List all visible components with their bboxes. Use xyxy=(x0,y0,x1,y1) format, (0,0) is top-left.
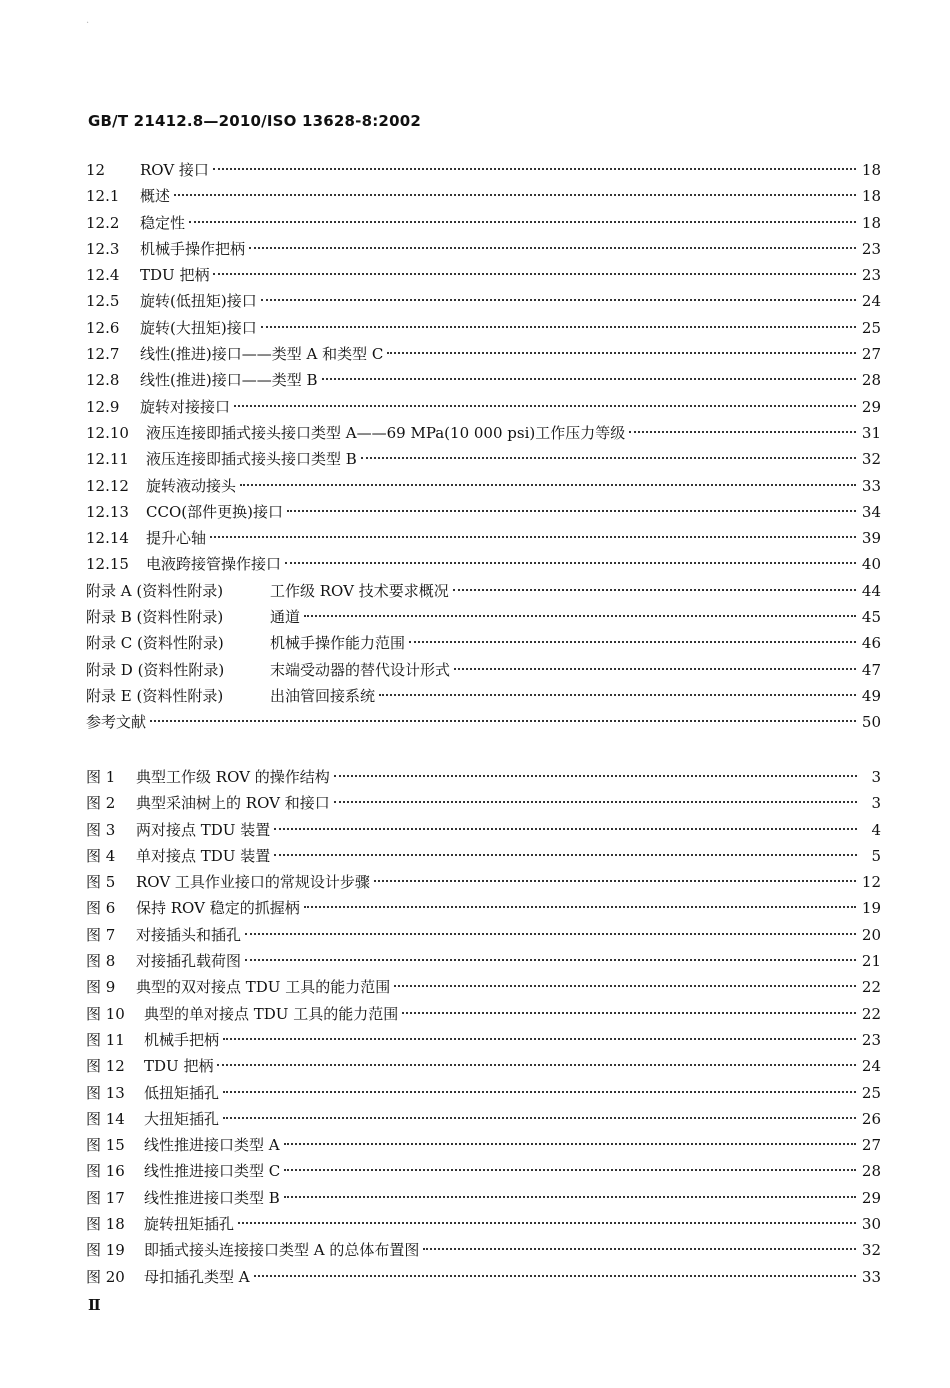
entry-number: 12.5 xyxy=(86,292,120,311)
dot-leader xyxy=(238,1222,856,1224)
entry-title: 两对接点 TDU 装置 xyxy=(136,820,271,839)
entry-page: 32 xyxy=(861,1241,881,1260)
dot-leader xyxy=(210,536,856,538)
figure-entry[interactable] xyxy=(86,974,881,1000)
dot-leader xyxy=(234,405,856,407)
entry-number: 12.12 xyxy=(86,476,129,495)
entry-title: TDU 把柄 xyxy=(140,266,210,285)
entry-title: 旋转液动接头 xyxy=(146,476,237,495)
entry-page: 3 xyxy=(871,794,881,813)
dot-leader xyxy=(261,326,856,328)
entry-number: 图 5 xyxy=(86,873,116,892)
entry-page: 49 xyxy=(861,686,881,705)
figure-entry[interactable] xyxy=(86,1106,881,1132)
entry-title: 概述 xyxy=(140,187,171,206)
dot-leader xyxy=(189,221,856,223)
entry-number: 图 6 xyxy=(86,899,116,918)
figure-entry[interactable] xyxy=(86,1211,881,1237)
entry-number: 附录 C (资料性附录) xyxy=(86,634,224,653)
entry-page: 23 xyxy=(861,1030,881,1049)
toc-entry[interactable] xyxy=(86,657,881,683)
entry-title: 机械手操作能力范围 xyxy=(270,634,406,653)
entry-number: 12.15 xyxy=(86,555,129,574)
page-number: Ⅱ xyxy=(88,1296,101,1314)
toc-entry[interactable] xyxy=(86,578,881,604)
entry-number: 图 3 xyxy=(86,820,116,839)
toc-entry[interactable] xyxy=(86,525,881,551)
entry-page: 23 xyxy=(861,266,881,285)
entry-title: 电液跨接管操作接口 xyxy=(146,555,282,574)
entry-number: 图 14 xyxy=(86,1109,125,1128)
entry-number: 12.3 xyxy=(86,239,120,258)
entry-page: 39 xyxy=(861,529,881,548)
entry-number: 12.4 xyxy=(86,266,120,285)
entry-title: 出油管回接系统 xyxy=(270,686,376,705)
entry-title: 对接插头和插孔 xyxy=(136,925,242,944)
entry-page: 12 xyxy=(861,873,881,892)
dot-leader xyxy=(213,168,856,170)
entry-page: 33 xyxy=(861,1267,881,1286)
entry-page: 31 xyxy=(861,423,881,442)
toc-entry[interactable] xyxy=(86,630,881,656)
dot-leader xyxy=(223,1038,856,1040)
toc-entry[interactable] xyxy=(86,604,881,630)
figure-entry[interactable] xyxy=(86,1132,881,1158)
figure-entry[interactable] xyxy=(86,1185,881,1211)
dot-leader xyxy=(174,194,856,196)
toc-entry[interactable] xyxy=(86,236,881,262)
dot-leader xyxy=(379,694,856,696)
entry-title: CCO(部件更换)接口 xyxy=(146,502,283,521)
dot-leader xyxy=(322,378,856,380)
entry-number: 12.8 xyxy=(86,371,120,390)
figure-entry[interactable] xyxy=(86,1053,881,1079)
dot-leader xyxy=(223,1091,856,1093)
entry-title: 保持 ROV 稳定的抓握柄 xyxy=(136,899,300,918)
dot-leader xyxy=(304,615,856,617)
dot-leader xyxy=(274,828,857,830)
entry-number: 12.14 xyxy=(86,529,129,548)
figure-entry[interactable] xyxy=(86,1237,881,1263)
dot-leader xyxy=(254,1275,856,1277)
entry-title: 提升心轴 xyxy=(146,529,207,548)
toc-entry[interactable] xyxy=(86,473,881,499)
entry-number: 图 12 xyxy=(86,1057,125,1076)
toc-entry[interactable] xyxy=(86,288,881,314)
entry-page: 21 xyxy=(861,952,881,971)
entry-title: 线性(推进)接口——类型 B xyxy=(140,371,318,390)
entry-page: 18 xyxy=(861,187,881,206)
entry-page: 40 xyxy=(861,555,881,574)
entry-title: ROV 工具作业接口的常规设计步骤 xyxy=(136,873,370,892)
entry-title: 即插式接头连接接口类型 A 的总体布置图 xyxy=(144,1241,420,1260)
figure-entry[interactable] xyxy=(86,869,881,895)
entry-title: 典型工作级 ROV 的操作结构 xyxy=(136,768,330,786)
figure-entry[interactable] xyxy=(86,1001,881,1027)
dot-leader xyxy=(261,299,856,301)
dot-leader xyxy=(245,933,856,935)
entry-number: 12.10 xyxy=(86,423,129,442)
entry-title: 单对接点 TDU 装置 xyxy=(136,846,271,865)
dot-leader xyxy=(213,273,855,275)
entry-page: 22 xyxy=(861,1004,881,1023)
entry-page: 44 xyxy=(861,581,881,600)
entry-title: 工作级 ROV 技术要求概况 xyxy=(270,581,449,600)
entry-page: 32 xyxy=(861,450,881,469)
figure-entry[interactable] xyxy=(86,843,881,869)
entry-number: 图 7 xyxy=(86,925,116,944)
entry-number: 12 xyxy=(86,161,106,179)
dot-leader xyxy=(629,431,856,433)
dot-leader xyxy=(394,985,856,987)
dot-leader xyxy=(454,668,856,670)
entry-title: 旋转对接接口 xyxy=(140,397,231,416)
toc-entry[interactable] xyxy=(86,157,881,183)
dot-leader xyxy=(284,1169,856,1171)
dot-leader xyxy=(402,1012,856,1014)
dot-leader xyxy=(249,247,856,249)
toc-entry[interactable] xyxy=(86,420,881,446)
entry-title: 线性推进接口类型 C xyxy=(144,1162,281,1181)
dot-leader xyxy=(285,562,856,564)
dot-leader xyxy=(361,457,856,459)
toc-sections-list xyxy=(86,157,881,736)
entry-title: 旋转(低扭矩)接口 xyxy=(140,292,257,311)
entry-title: 线性推进接口类型 A xyxy=(144,1136,280,1155)
entry-title: 通道 xyxy=(270,608,301,627)
entry-page: 18 xyxy=(861,161,881,179)
dot-leader xyxy=(240,484,856,486)
figure-entry[interactable] xyxy=(86,1027,881,1053)
entry-page: 28 xyxy=(861,1162,881,1181)
entry-page: 25 xyxy=(861,1083,881,1102)
entry-page: 19 xyxy=(861,899,881,918)
entry-page: 18 xyxy=(861,213,881,232)
entry-page: 45 xyxy=(861,608,881,627)
entry-number: 图 1 xyxy=(86,768,116,786)
entry-title: 典型的双对接点 TDU 工具的能力范围 xyxy=(136,978,391,997)
entry-number: 图 17 xyxy=(86,1188,125,1207)
entry-page: 27 xyxy=(861,1136,881,1155)
dot-leader xyxy=(284,1196,856,1198)
entry-page: 20 xyxy=(861,925,881,944)
dot-leader xyxy=(409,641,856,643)
entry-title: 低扭矩插孔 xyxy=(144,1083,220,1102)
standard-header: GB/T 21412.8—2010/ISO 13628-8:2002 xyxy=(88,112,421,130)
entry-number: 图 2 xyxy=(86,794,116,813)
entry-title: 稳定性 xyxy=(140,213,186,232)
entry-number: 12.11 xyxy=(86,450,129,469)
toc-entry[interactable] xyxy=(86,210,881,236)
entry-page: 24 xyxy=(861,292,881,311)
entry-page: 29 xyxy=(861,397,881,416)
entry-page: 33 xyxy=(861,476,881,495)
dot-leader xyxy=(334,775,857,777)
entry-title: 旋转扭矩插孔 xyxy=(144,1215,235,1234)
entry-number: 图 10 xyxy=(86,1004,125,1023)
dot-leader xyxy=(304,906,856,908)
entry-title: 典型采油树上的 ROV 和接口 xyxy=(136,794,330,813)
entry-title: 母扣插孔类型 A xyxy=(144,1267,250,1286)
figure-entry[interactable] xyxy=(86,1080,881,1106)
entry-number: 图 20 xyxy=(86,1267,125,1286)
entry-number: 图 13 xyxy=(86,1083,125,1102)
entry-title: 机械手把柄 xyxy=(144,1030,220,1049)
entry-number: 12.2 xyxy=(86,213,120,232)
figure-entry[interactable] xyxy=(86,895,881,921)
dot-leader xyxy=(150,720,856,722)
entry-page: 25 xyxy=(861,318,881,337)
entry-title: 末端受动器的替代设计形式 xyxy=(270,660,451,679)
entry-number: 图 15 xyxy=(86,1136,125,1155)
dot-leader xyxy=(274,854,857,856)
toc-entry[interactable] xyxy=(86,315,881,341)
dot-leader xyxy=(453,589,856,591)
entry-page: 34 xyxy=(861,502,881,521)
entry-number: 图 19 xyxy=(86,1241,125,1260)
entry-number: 图 16 xyxy=(86,1162,125,1181)
entry-title: ROV 接口 xyxy=(140,161,209,179)
entry-page: 46 xyxy=(861,634,881,653)
toc-entry[interactable] xyxy=(86,499,881,525)
toc-entry[interactable] xyxy=(86,683,881,709)
entry-number: 图 18 xyxy=(86,1215,125,1234)
dot-leader xyxy=(423,1248,856,1250)
entry-number: 图 11 xyxy=(86,1030,125,1049)
figure-entry[interactable] xyxy=(86,790,881,816)
toc-entry[interactable] xyxy=(86,709,881,735)
entry-page: 28 xyxy=(861,371,881,390)
entry-number: 图 8 xyxy=(86,952,116,971)
entry-page: 4 xyxy=(871,820,881,839)
entry-number: 图 9 xyxy=(86,978,116,997)
dot-leader xyxy=(245,959,856,961)
figure-entry[interactable] xyxy=(86,764,881,790)
toc-figures-list xyxy=(86,764,881,1290)
entry-number: 12.9 xyxy=(86,397,120,416)
figure-entry[interactable] xyxy=(86,1264,881,1290)
entry-number: 附录 D (资料性附录) xyxy=(86,660,225,679)
entry-title: 旋转(大扭矩)接口 xyxy=(140,318,257,337)
entry-page: 24 xyxy=(861,1057,881,1076)
entry-page: 29 xyxy=(861,1188,881,1207)
scan-mark: · xyxy=(86,18,90,29)
dot-leader xyxy=(287,510,856,512)
figure-entry[interactable] xyxy=(86,817,881,843)
entry-title: 线性推进接口类型 B xyxy=(144,1188,280,1207)
entry-number: 12.6 xyxy=(86,318,120,337)
entry-page: 27 xyxy=(861,345,881,364)
toc-entry[interactable] xyxy=(86,341,881,367)
dot-leader xyxy=(387,352,856,354)
entry-title: 机械手操作把柄 xyxy=(140,239,246,258)
entry-page: 30 xyxy=(861,1215,881,1234)
toc-entry[interactable] xyxy=(86,183,881,209)
entry-title: 液压连接即插式接头接口类型 A——69 MPa(10 000 psi)工作压力等级 xyxy=(146,423,626,442)
entry-title: 液压连接即插式接头接口类型 B xyxy=(146,450,357,469)
dot-leader xyxy=(284,1143,856,1145)
figure-entry[interactable] xyxy=(86,1158,881,1184)
entry-number: 图 4 xyxy=(86,846,116,865)
entry-title: 线性(推进)接口——类型 A 和类型 C xyxy=(140,345,384,364)
entry-number: 12.1 xyxy=(86,187,120,206)
entry-number: 12.7 xyxy=(86,345,120,364)
entry-title: 典型的单对接点 TDU 工具的能力范围 xyxy=(144,1004,399,1023)
entry-number: 附录 E (资料性附录) xyxy=(86,686,224,705)
entry-number: 12.13 xyxy=(86,502,129,521)
entry-number: 附录 A (资料性附录) xyxy=(86,581,224,600)
figure-entry[interactable] xyxy=(86,948,881,974)
toc-entry[interactable] xyxy=(86,394,881,420)
figure-entry[interactable] xyxy=(86,922,881,948)
dot-leader xyxy=(334,801,857,803)
toc-entry[interactable] xyxy=(86,446,881,472)
entry-page: 26 xyxy=(861,1109,881,1128)
entry-page: 5 xyxy=(871,846,881,865)
toc-entry[interactable] xyxy=(86,551,881,577)
dot-leader xyxy=(223,1117,856,1119)
toc-entry[interactable] xyxy=(86,367,881,393)
entry-title: 大扭矩插孔 xyxy=(144,1109,220,1128)
toc-entry[interactable] xyxy=(86,262,881,288)
dot-leader xyxy=(217,1064,855,1066)
entry-page: 22 xyxy=(861,978,881,997)
entry-title: 参考文献 xyxy=(86,713,147,732)
entry-title: TDU 把柄 xyxy=(144,1057,214,1076)
entry-page: 23 xyxy=(861,239,881,258)
entry-number: 附录 B (资料性附录) xyxy=(86,608,224,627)
dot-leader xyxy=(374,880,856,882)
entry-page: 47 xyxy=(861,660,881,679)
entry-title: 对接插孔载荷图 xyxy=(136,952,242,971)
entry-page: 3 xyxy=(871,768,881,786)
entry-page: 50 xyxy=(861,713,881,732)
